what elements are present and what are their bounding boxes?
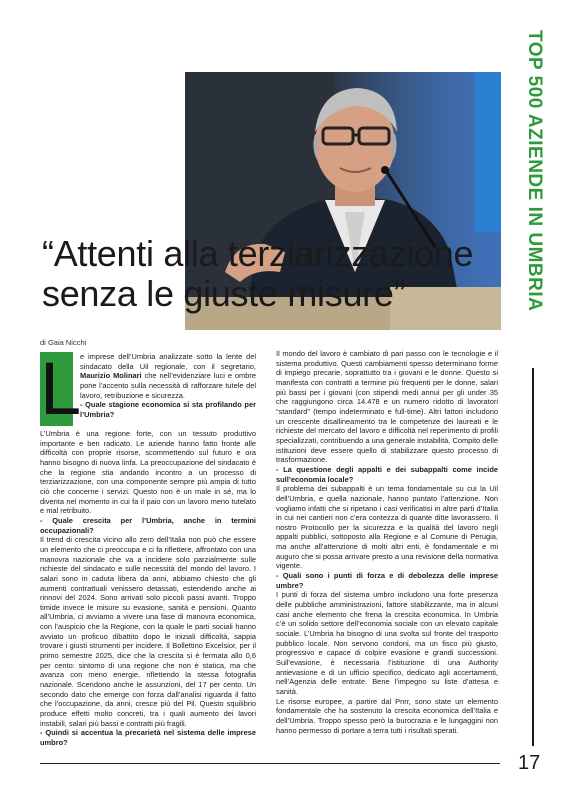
headline — [42, 234, 512, 314]
interviewee-name: Maurizio Molinari — [80, 371, 142, 381]
answer-paragraph: L’Umbria è una regione forte, con un tessuto produttivo importante e ben radicato. Le aziende hanno fatto fronte alle difficoltà con proprie risorse, scommettendo sul futuro e ora hanno bisogno di nuova linfa. La preoccupazione del sindacato è che la regione stia andando incontro a un processo di terziarizzazione, con una componente sempre più ampia di tutto ciò che concerne i servizi. Questo non è un male in sé, ma lo diventa nel momento in cui fa il paio con un lavoro meno tutelato e mal retribuito. — [40, 429, 256, 516]
interview-question: - Quindi si accentua la precarietà nel sistema delle imprese umbro? — [40, 728, 256, 747]
footer-divider — [40, 763, 500, 764]
headline-line-1: “Attenti alla terziarizzazione — [42, 233, 474, 274]
interview-question: - La questione degli appalti e dei subappalti come incide sull’economia locale? — [276, 464, 498, 484]
section-title: TOP 500 AZIENDE IN UMBRIA — [524, 30, 545, 312]
answer-paragraph: Il trend di crescita vicino allo zero dell’Italia non può che essere un elemento che ci preoccupa e ci fa riflettere, affrontato con una manovra nazionale che va a incidere solo parzialmente sulle richieste del sindacato e sulle necessità del mondo del lavoro. I salari sono in caduta libera da anni, abbiamo chiesto che gli aumenti contrattuali venissero detassati, estendendo anche ai rinnovi del 2024. Sono arrivati solo piccoli passi avanti. Troppo timide invece le misure su evasione, sanità e pensioni. Quanto all’Umbria, ci avviamo a vivere una fase di manovra economica, con l’auspicio che la Regione, con la quale le parti sociali hanno avviato un proficuo dibattito dopo le iniziali difficoltà, sappia trovare i giusti strumenti per incidere. Il Bollettino Excelsior, per il primo semestre 2025, dice che la crescita si è fermata allo 0,6 per cento: sintomo di una regione che non è statica, ma che avanza con meno energie, riflettendo la stessa fotografia nazionale. Scendono anche le assunzioni, del 17 per cento. Un secondo dato che emerge con forza dall’analisi riguarda il fatto che l’occupazione, da anni, cresce più del Pil. Questo squilibrio produce effetti molto concreti, tra i quali aumento dei lavori instabili, salari più bassi e contratti più fragili. — [40, 535, 256, 728]
answer-paragraph: Il mondo del lavoro è cambiato di pari passo con le tecnologie e il sistema produttivo. Questi cambiamenti spesso determinano forme di impiego precarie, soprattutto tra i giovani e le donne. Questo si manifesta con contratti a termine più frequenti per le donne, salari più bassi per i giovani (con stipendi medi annui per gli under 35 che raggiungono circa 14.478 e un numero ridotto di lavoratori “standard” (tempo indeterminato e full-time). Altri fattori includono un crescente disallineamento tra le competenze dei laureati e le richieste del mercato del lavoro e difficoltà nel reperimento di profili specializzati, contribuendo a una generale instabilità. Compito delle istituzioni deve essere quello di stabilizzare questo processo di trasformazione. — [276, 349, 498, 465]
answer-paragraph: Le risorse europee, a partire dal Pnrr, sono state un elemento fondamentale che ha sostenuto la crescita economica dell’Italia e dell’Umbria. Troppo spesso però la burocrazia e le lungaggini non hanno permesso di portare a terra tutti i risultati sperati. — [276, 696, 498, 735]
intro-text-before: e imprese dell’Umbria analizzate sotto la lente del sindacato della Uil regionale, con il segretario, — [80, 352, 256, 371]
question-1: - Quale stagione economica si sta profilando per l’Umbria? — [80, 400, 256, 419]
interview-question: - Quali sono i punti di forza e di debolezza delle imprese umbre? — [276, 571, 498, 590]
intro-text-after: che nell’evidenziare luci e ombre pone l’accento sulla necessità di rafforzare tutele del lavoro, retribuzione e sicurezza. — [80, 371, 256, 400]
byline-prefix: di — [40, 338, 46, 347]
drop-cap: L — [40, 347, 82, 430]
right-column — [276, 349, 498, 735]
intro-paragraph — [80, 352, 256, 420]
headline-line-2: senza le giuste misure” — [42, 273, 406, 314]
answer-paragraph: I punti di forza del sistema umbro includono una forte presenza delle pubbliche amministrazioni, fattore stabilizzante, ma in alcuni casi anche elemento che frena la crescita economica. In Umbria c’è un solido settore dell’economia sociale con un elevato capitale sociale. L’Umbria ha bisogno di una svolta sul fronte del trasporto pubblico locale. Non servono condoni, ma un fisco più giusto, progressivo e capace di colpire evasione e grandi successioni. Sull’evasione, è necessaria l’istituzione di una Authority antievasione e di un ufficio specifico, dedicato agli accertamenti, nell’Agenzia delle entrate. Bene l’impegno su liste d’attesa e sanità. — [276, 590, 498, 696]
byline-author: Gaia Nicchi — [47, 338, 87, 347]
page-number: 17 — [518, 752, 541, 774]
byline — [40, 338, 86, 347]
side-divider — [532, 368, 534, 746]
left-column — [40, 429, 256, 748]
interview-question: - Quale crescita per l’Umbria, anche in termini occupazionali? — [40, 515, 256, 535]
answer-paragraph: Il problema dei subappalti è un tema fondamentale su cui la Uil dell’Umbria, e quella nazionale, hanno puntato l’attenzione. Non vogliamo infatti che si ripetano i casi verificatisi in altre parti d’Italia in cui nei cantieri non c’era contezza di quante ditte lavorassero. Il nostro Protocollo per la sicurezza e la qualità del lavoro negli appalti pubblici, sottoposto alla Regione e al Comune di Perugia, ma anche all’attenzione di molti altri enti, è fondamentale e mi auguro che si possa arrivare presto a una revisione della normativa vigente. — [276, 484, 498, 571]
